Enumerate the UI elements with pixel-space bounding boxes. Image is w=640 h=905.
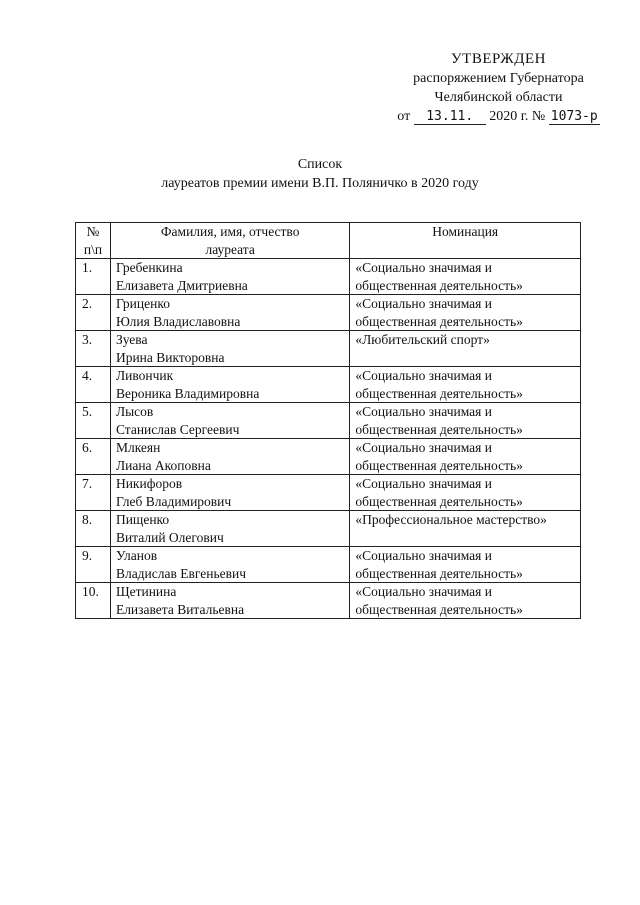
nomination: [350, 583, 581, 619]
row-number: 7.: [76, 475, 111, 511]
header-num: № п\п: [76, 223, 111, 259]
nomination-line-1: «Социально значимая и: [355, 476, 492, 491]
laureate-name: [110, 475, 349, 511]
nomination-line-2: общественная деятельность»: [355, 385, 523, 401]
nomination: [350, 547, 581, 583]
header-name: Фамилия, имя, отчество лауреата: [110, 223, 349, 259]
nomination-line-1: «Любительский спорт»: [355, 332, 490, 347]
nomination-line-1: «Социально значимая и: [355, 260, 492, 275]
nomination-line-2: [355, 349, 578, 367]
nomination-line-1: «Профессиональное мастерство»: [355, 512, 547, 527]
nomination-line-2: общественная деятельность»: [355, 493, 523, 509]
document-heading: [0, 155, 640, 193]
nomination: [350, 403, 581, 439]
laureate-given-names: Юлия Владиславовна: [115, 313, 241, 329]
laureate-surname: Гребенкина: [115, 260, 183, 275]
document-subtitle: лауреатов премии имени В.П. Поляничко в 2020 году: [161, 176, 479, 191]
laureate-given-names: Глеб Владимирович: [115, 493, 232, 509]
nomination-line-2: общественная деятельность»: [355, 565, 523, 581]
header-nomination: Номинация: [350, 223, 581, 259]
nomination: [350, 475, 581, 511]
laureate-surname: Ливончик: [115, 368, 174, 383]
laureate-name: [110, 439, 349, 475]
laureate-given-names: Лиана Акоповна: [115, 457, 211, 473]
table-row: [76, 367, 581, 403]
laureate-name: [110, 403, 349, 439]
nomination-line-2: общественная деятельность»: [355, 421, 523, 437]
table-row: [76, 403, 581, 439]
table-row: [76, 511, 581, 547]
laureate-name: [110, 583, 349, 619]
row-number: 3.: [76, 331, 111, 367]
nomination: [350, 295, 581, 331]
laureate-surname: Млкеян: [115, 440, 161, 455]
laureate-name: [110, 547, 349, 583]
year-number-label: 2020 г. №: [489, 109, 546, 124]
approval-line-2: Челябинской области: [434, 90, 563, 105]
laureate-name: [110, 259, 349, 295]
nomination-line-2: общественная деятельность»: [355, 313, 523, 329]
laureate-name: [110, 331, 349, 367]
nomination-line-2: общественная деятельность»: [355, 601, 523, 617]
laureate-name: [110, 511, 349, 547]
laureate-given-names: Станислав Сергеевич: [115, 421, 240, 437]
laureate-given-names: Ирина Викторовна: [115, 349, 225, 365]
document-title: Список: [297, 157, 343, 172]
from-label: от: [397, 109, 411, 124]
row-number: 2.: [76, 295, 111, 331]
nomination-line-1: «Социально значимая и: [355, 368, 492, 383]
laureate-surname: Пищенко: [115, 512, 170, 527]
row-number: 4.: [76, 367, 111, 403]
laureate-given-names: Елизавета Витальевна: [115, 601, 245, 617]
handwritten-date: 13.11.: [414, 109, 486, 125]
table-row: [76, 259, 581, 295]
nomination-line-1: «Социально значимая и: [355, 548, 492, 563]
table-row: [76, 547, 581, 583]
table-row: [76, 331, 581, 367]
laureate-surname: Зуева: [115, 332, 148, 347]
table-header-row: [76, 223, 581, 259]
nomination-line-1: «Социально значимая и: [355, 296, 492, 311]
laureate-surname: Никифоров: [115, 476, 183, 491]
row-number: 9.: [76, 547, 111, 583]
laureate-given-names: Виталий Олегович: [115, 529, 224, 545]
laureates-table: [75, 222, 581, 619]
nomination: [350, 511, 581, 547]
laureate-name: [110, 295, 349, 331]
row-number: 10.: [76, 583, 111, 619]
row-number: 1.: [76, 259, 111, 295]
laureate-surname: Щетинина: [115, 584, 177, 599]
nomination-line-2: общественная деятельность»: [355, 457, 523, 473]
nomination-line-1: «Социально значимая и: [355, 440, 492, 455]
laureate-given-names: Владислав Евгеньевич: [115, 565, 246, 581]
row-number: 5.: [76, 403, 111, 439]
table-row: [76, 475, 581, 511]
laureate-name: [110, 367, 349, 403]
laureate-given-names: Вероника Владимировна: [115, 385, 260, 401]
laureate-surname: Гриценко: [115, 296, 170, 311]
row-number: 6.: [76, 439, 111, 475]
laureate-surname: Уланов: [115, 548, 158, 563]
nomination-line-2: общественная деятельность»: [355, 277, 523, 293]
nomination: [350, 439, 581, 475]
approval-line-1: распоряжением Губернатора: [413, 71, 584, 86]
laureate-surname: Лысов: [115, 404, 154, 419]
nomination-line-1: «Социально значимая и: [355, 584, 492, 599]
handwritten-order-number: 1073-р: [550, 109, 598, 124]
table-row: [76, 583, 581, 619]
row-number: 8.: [76, 511, 111, 547]
nomination-line-2: [355, 529, 578, 547]
nomination: [350, 331, 581, 367]
approval-title: УТВЕРЖДЕН: [451, 51, 546, 67]
nomination: [350, 367, 581, 403]
table-row: [76, 295, 581, 331]
order-line: [386, 107, 611, 126]
nomination-line-1: «Социально значимая и: [355, 404, 492, 419]
laureate-given-names: Елизавета Дмитриевна: [115, 277, 248, 293]
approval-block: [386, 50, 611, 126]
nomination: [350, 259, 581, 295]
table-body: [76, 259, 581, 619]
table-row: [76, 439, 581, 475]
